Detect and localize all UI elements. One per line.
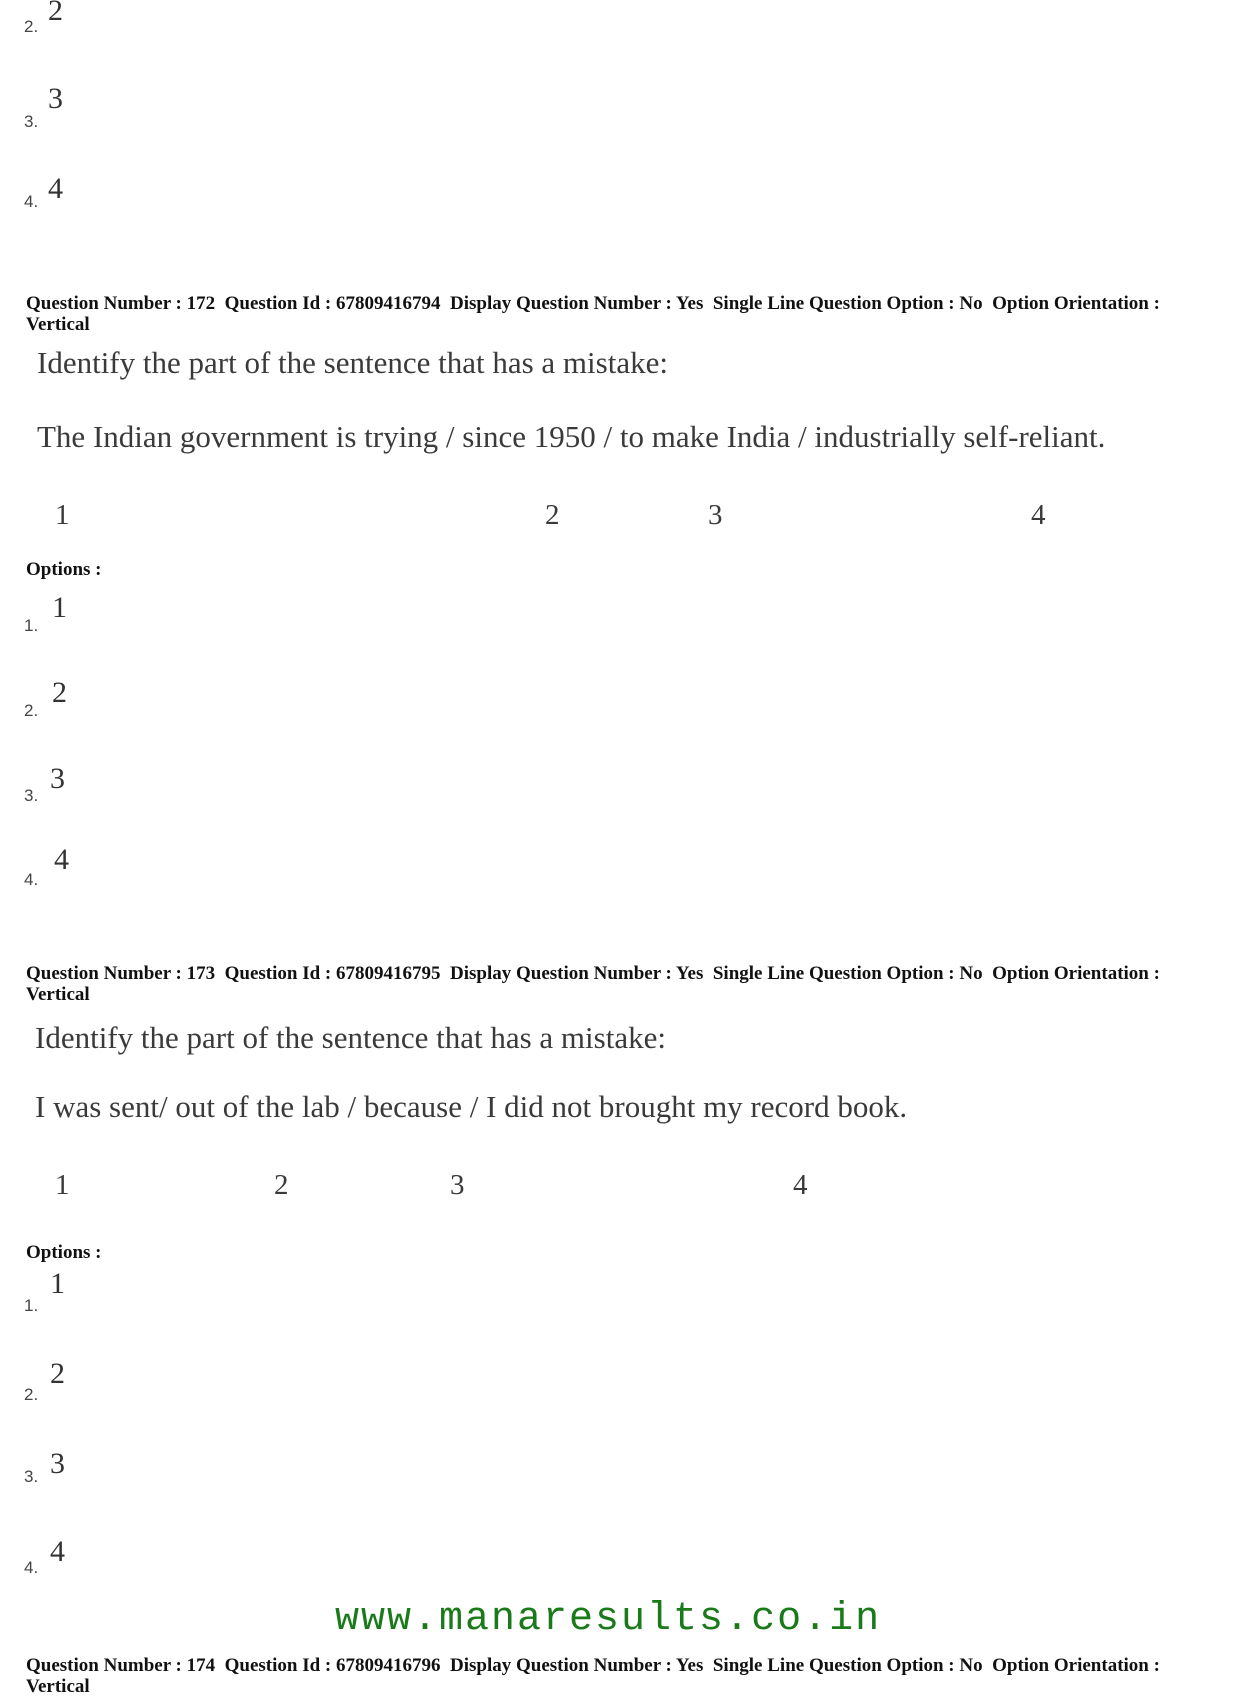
question-header: Question Number : 174 Question Id : 67809416796 Display Question Number : Yes Single Line Question Option : No Option Orientation : Vertical xyxy=(26,1655,1165,1697)
option-number: 2. xyxy=(24,1385,39,1404)
option-value: 4 xyxy=(50,1535,65,1568)
option-number: 2. xyxy=(24,17,39,36)
question-sentence: I was sent/ out of the lab / because / I did not brought my record book. xyxy=(35,1089,908,1124)
option-number: 4. xyxy=(24,192,39,211)
option-number: 4. xyxy=(24,1558,39,1577)
part-number: 3 xyxy=(708,499,723,531)
question-prompt: Identify the part of the sentence that has a mistake: xyxy=(35,1020,666,1055)
question-prompt: Identify the part of the sentence that has a mistake: xyxy=(37,345,668,380)
question-sentence: The Indian government is trying / since 1950 / to make India / industrially self-reliant. xyxy=(37,419,1106,454)
option-value: 2 xyxy=(52,676,67,709)
question-header: Question Number : 172 Question Id : 67809416794 Display Question Number : Yes Single Line Question Option : No Option Orientation : Vertical xyxy=(26,293,1165,335)
part-number: 2 xyxy=(274,1169,289,1201)
option-number: 1. xyxy=(24,1296,39,1315)
part-number: 3 xyxy=(450,1169,465,1201)
part-number: 1 xyxy=(55,1169,70,1201)
part-number: 1 xyxy=(55,499,70,531)
option-number: 3. xyxy=(24,1467,39,1486)
option-value: 3 xyxy=(50,762,65,795)
website-watermark: www.manaresults.co.in xyxy=(335,1597,882,1642)
option-value: 1 xyxy=(50,1267,65,1300)
option-value: 2 xyxy=(50,1357,65,1390)
option-value: 4 xyxy=(54,843,69,876)
option-number: 3. xyxy=(24,786,39,805)
option-number: 1. xyxy=(24,616,39,635)
option-value: 1 xyxy=(52,591,67,624)
options-label: Options : xyxy=(26,559,102,580)
option-number: 3. xyxy=(24,112,39,131)
option-value: 3 xyxy=(50,1447,65,1480)
question-header: Question Number : 173 Question Id : 67809416795 Display Question Number : Yes Single Line Question Option : No Option Orientation : Vertical xyxy=(26,963,1165,1005)
part-number: 4 xyxy=(1031,499,1046,531)
option-number: 2. xyxy=(24,701,39,720)
part-number: 4 xyxy=(793,1169,808,1201)
option-value: 3 xyxy=(48,82,63,115)
option-value: 4 xyxy=(48,172,63,205)
options-label: Options : xyxy=(26,1242,102,1263)
part-number: 2 xyxy=(545,499,560,531)
option-number: 4. xyxy=(24,870,39,889)
option-value: 2 xyxy=(48,0,63,27)
